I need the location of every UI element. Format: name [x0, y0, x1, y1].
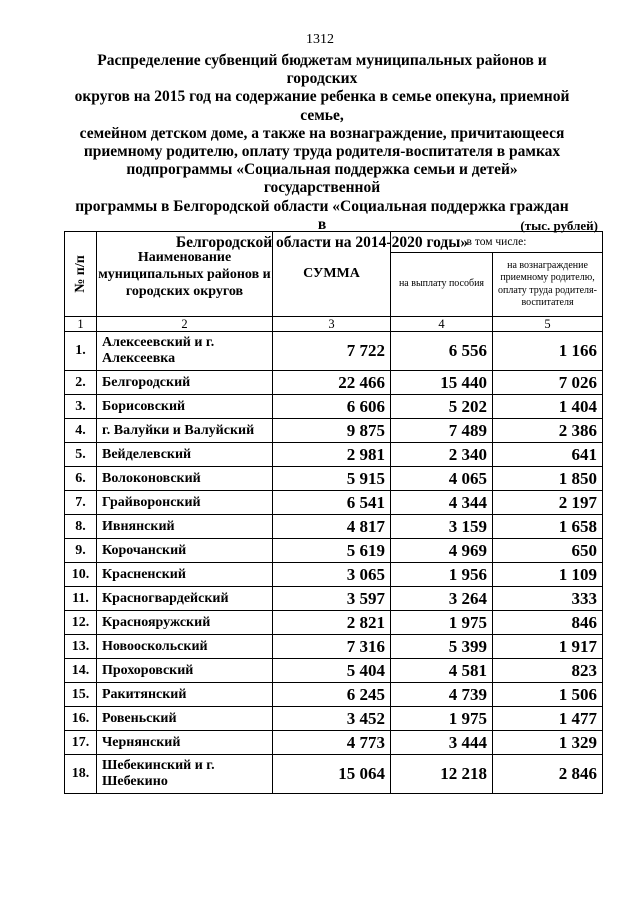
- table-row: [65, 611, 603, 635]
- benefit-value: 15 440: [391, 371, 493, 395]
- row-number: 9.: [65, 539, 97, 563]
- benefit-value: 3 264: [391, 587, 493, 611]
- benefit-value: 5 399: [391, 635, 493, 659]
- units-label: (тыс. рублей): [520, 218, 598, 233]
- column-index: 2: [97, 317, 273, 332]
- reward-value: 1 917: [493, 635, 603, 659]
- sum-value: 6 606: [273, 395, 391, 419]
- district-name: Ровеньский: [97, 707, 273, 731]
- page-number: 1312: [306, 32, 334, 47]
- table-row: [65, 395, 603, 419]
- district-name: Чернянский: [97, 731, 273, 755]
- column-index: 5: [493, 317, 603, 332]
- district-name: Алексеевский и г. Алексеевка: [97, 332, 273, 371]
- district-name: Корочанский: [97, 539, 273, 563]
- reward-value: 1 166: [493, 332, 603, 371]
- header-num: [65, 232, 97, 317]
- district-name: Ивнянский: [97, 515, 273, 539]
- district-name: Красненский: [97, 563, 273, 587]
- row-number: 2.: [65, 371, 97, 395]
- table-row: [65, 635, 603, 659]
- sum-value: 5 404: [273, 659, 391, 683]
- district-name: Грайворонский: [97, 491, 273, 515]
- table-row: [65, 563, 603, 587]
- table-row: [65, 371, 603, 395]
- sum-value: 5 915: [273, 467, 391, 491]
- sum-value: 15 064: [273, 755, 391, 794]
- district-name: Борисовский: [97, 395, 273, 419]
- reward-value: 2 386: [493, 419, 603, 443]
- sum-value: 4 773: [273, 731, 391, 755]
- sum-value: 3 597: [273, 587, 391, 611]
- sum-value: 9 875: [273, 419, 391, 443]
- sum-value: 3 065: [273, 563, 391, 587]
- row-number: 16.: [65, 707, 97, 731]
- row-number: 17.: [65, 731, 97, 755]
- district-name: Шебекинский и г. Шебекино: [97, 755, 273, 794]
- title-line: округов на 2015 год на содержание ребенка в семье опекуна, приемной семье,: [74, 88, 570, 124]
- reward-value: 333: [493, 587, 603, 611]
- header-benefit: на выплату пособия: [391, 253, 493, 317]
- district-name: Волоконовский: [97, 467, 273, 491]
- table-row: [65, 443, 603, 467]
- table-row: [65, 659, 603, 683]
- table-row: [65, 467, 603, 491]
- reward-value: 1 477: [493, 707, 603, 731]
- reward-value: 2 197: [493, 491, 603, 515]
- district-name: Ракитянский: [97, 683, 273, 707]
- sum-value: 7 316: [273, 635, 391, 659]
- sum-value: 2 821: [273, 611, 391, 635]
- table-row: [65, 731, 603, 755]
- title-line: Белгородской области на 2014-2020 годы»: [175, 234, 469, 252]
- reward-value: 650: [493, 539, 603, 563]
- benefit-value: 1 956: [391, 563, 493, 587]
- table-row: [65, 587, 603, 611]
- reward-value: 7 026: [493, 371, 603, 395]
- table-row: [65, 515, 603, 539]
- district-name: Красногвардейский: [97, 587, 273, 611]
- row-number: 13.: [65, 635, 97, 659]
- benefit-value: 5 202: [391, 395, 493, 419]
- header-num-label: № п/п: [72, 255, 88, 293]
- district-name: Краснояружский: [97, 611, 273, 635]
- header-name: Наименование муниципальных районов и городских округов: [97, 232, 273, 317]
- table-row: [65, 332, 603, 371]
- reward-value: 1 329: [493, 731, 603, 755]
- title-line: программы в Белгородской области «Социальная поддержка граждан в: [75, 197, 569, 233]
- benefit-value: 2 340: [391, 443, 493, 467]
- benefit-value: 4 969: [391, 539, 493, 563]
- benefit-value: 3 159: [391, 515, 493, 539]
- district-name: г. Валуйки и Валуйский: [97, 419, 273, 443]
- reward-value: 846: [493, 611, 603, 635]
- sum-value: 2 981: [273, 443, 391, 467]
- sum-value: 4 817: [273, 515, 391, 539]
- title-line: Распределение субвенций бюджетам муниципальных районов и городских: [97, 52, 547, 88]
- sum-value: 3 452: [273, 707, 391, 731]
- row-number: 1.: [65, 332, 97, 371]
- sum-value: 5 619: [273, 539, 391, 563]
- benefit-value: 7 489: [391, 419, 493, 443]
- sum-value: 22 466: [273, 371, 391, 395]
- row-number: 15.: [65, 683, 97, 707]
- reward-value: 1 506: [493, 683, 603, 707]
- title-line: семейном детском доме, а также на вознаграждение, причитающееся: [79, 124, 565, 142]
- reward-value: 2 846: [493, 755, 603, 794]
- reward-value: 1 404: [493, 395, 603, 419]
- title-line: подпрограммы «Социальная поддержка семьи и детей» государственной: [126, 161, 518, 197]
- reward-value: 641: [493, 443, 603, 467]
- benefit-value: 4 344: [391, 491, 493, 515]
- district-name: Прохоровский: [97, 659, 273, 683]
- benefit-value: 1 975: [391, 707, 493, 731]
- row-number: 5.: [65, 443, 97, 467]
- column-index-row: [65, 317, 603, 332]
- sum-value: 6 541: [273, 491, 391, 515]
- benefit-value: 4 581: [391, 659, 493, 683]
- row-number: 10.: [65, 563, 97, 587]
- header-sum: СУММА: [273, 232, 391, 317]
- row-number: 6.: [65, 467, 97, 491]
- reward-value: 1 850: [493, 467, 603, 491]
- column-index: 1: [65, 317, 97, 332]
- table-row: [65, 755, 603, 794]
- table-row: [65, 419, 603, 443]
- header-including: в том числе:: [391, 232, 603, 253]
- district-name: Новооскольский: [97, 635, 273, 659]
- row-number: 14.: [65, 659, 97, 683]
- row-number: 3.: [65, 395, 97, 419]
- benefit-value: 12 218: [391, 755, 493, 794]
- benefit-value: 6 556: [391, 332, 493, 371]
- sum-value: 6 245: [273, 683, 391, 707]
- sum-value: 7 722: [273, 332, 391, 371]
- table-row: [65, 539, 603, 563]
- benefit-value: 4 739: [391, 683, 493, 707]
- table-row: [65, 683, 603, 707]
- reward-value: 1 658: [493, 515, 603, 539]
- subsidy-table: [64, 231, 603, 794]
- title-line: приемному родителю, оплату труда родителя-воспитателя в рамках: [83, 143, 561, 161]
- table-row: [65, 491, 603, 515]
- row-number: 7.: [65, 491, 97, 515]
- header-row: [65, 232, 603, 253]
- column-index: 3: [273, 317, 391, 332]
- benefit-value: 4 065: [391, 467, 493, 491]
- row-number: 12.: [65, 611, 97, 635]
- document-title: [72, 52, 572, 252]
- row-number: 8.: [65, 515, 97, 539]
- benefit-value: 1 975: [391, 611, 493, 635]
- reward-value: 1 109: [493, 563, 603, 587]
- table-row: [65, 707, 603, 731]
- district-name: Вейделевский: [97, 443, 273, 467]
- row-number: 11.: [65, 587, 97, 611]
- benefit-value: 3 444: [391, 731, 493, 755]
- row-number: 4.: [65, 419, 97, 443]
- reward-value: 823: [493, 659, 603, 683]
- header-reward: на вознаграждение приемному родителю, оплату труда родителя-воспитателя: [493, 253, 603, 317]
- row-number: 18.: [65, 755, 97, 794]
- district-name: Белгородский: [97, 371, 273, 395]
- column-index: 4: [391, 317, 493, 332]
